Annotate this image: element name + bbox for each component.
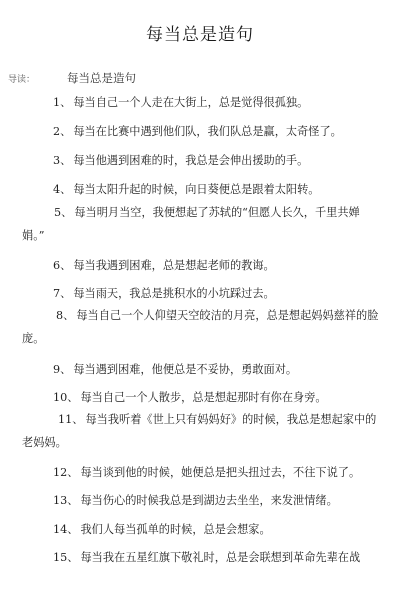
item-text: 每当谈到他的时候，她便总是把头扭过去，不往下说了。 bbox=[80, 466, 361, 479]
item-text: 每当伤心的时候我总是到湖边去坐坐，来发泄情绪。 bbox=[80, 494, 338, 507]
item-number: 13、 bbox=[53, 494, 79, 507]
intro-line bbox=[8, 70, 136, 86]
intro-text: 每当总是造句 bbox=[67, 71, 137, 85]
item-text: 每当雨天，我总是挑积水的小坑踩过去。 bbox=[73, 287, 275, 300]
item-text: 每当我听着《世上只有妈妈好》的时候，我总是想起家中的老妈妈。 bbox=[22, 413, 377, 449]
list-item bbox=[53, 178, 319, 201]
item-number: 2、 bbox=[53, 125, 72, 138]
item-text: 每当自己一个人仰望天空皎洁的月亮，总是想起妈妈慈祥的脸庞。 bbox=[22, 309, 379, 345]
item-text: 每当自己一个人散步，总是想起那时有你在身旁。 bbox=[80, 391, 327, 404]
list-item bbox=[22, 408, 382, 454]
item-text: 每当我在五星红旗下敬礼时，总是会联想到革命先辈在战 bbox=[80, 551, 361, 564]
item-text: 每当在比赛中遇到他们队，我们队总是赢，太奇怪了。 bbox=[73, 125, 342, 138]
item-number: 5、 bbox=[54, 206, 73, 219]
list-item bbox=[53, 461, 360, 484]
list-item bbox=[53, 120, 342, 143]
list-item bbox=[53, 91, 308, 114]
list-item bbox=[53, 254, 275, 277]
document-title: 每当总是造句 bbox=[146, 25, 254, 45]
intro-label: 导读： bbox=[8, 75, 36, 85]
item-text: 每当明月当空，我便想起了苏轼的“但愿人长久，千里共婵娟。” bbox=[22, 206, 360, 242]
list-item bbox=[53, 358, 297, 381]
item-text: 每当太阳升起的时候，向日葵便总是跟着太阳转。 bbox=[73, 183, 320, 196]
list-item bbox=[53, 149, 308, 172]
list-item bbox=[53, 489, 338, 512]
item-text: 每当我遇到困难，总是想起老师的教诲。 bbox=[73, 259, 275, 272]
list-item bbox=[22, 304, 382, 350]
item-text: 每当他遇到困难的时，我总是会伸出援助的手。 bbox=[73, 154, 309, 167]
item-number: 4、 bbox=[53, 183, 72, 196]
item-number: 7、 bbox=[53, 287, 72, 300]
item-number: 6、 bbox=[53, 259, 72, 272]
item-text: 我们人每当孤单的时候，总是会想家。 bbox=[80, 523, 271, 536]
list-item bbox=[53, 386, 327, 409]
item-number: 3、 bbox=[53, 154, 72, 167]
item-number: 8、 bbox=[56, 309, 75, 322]
list-item bbox=[22, 201, 382, 247]
list-item bbox=[53, 282, 275, 305]
item-number: 11、 bbox=[58, 413, 84, 426]
item-number: 10、 bbox=[53, 391, 79, 404]
item-text: 每当遇到困难，他便总是不妥协，勇敢面对。 bbox=[73, 363, 298, 376]
item-number: 15、 bbox=[53, 551, 79, 564]
item-number: 9、 bbox=[53, 363, 72, 376]
item-number: 12、 bbox=[53, 466, 79, 479]
item-number: 14、 bbox=[53, 523, 79, 536]
list-item bbox=[53, 518, 271, 541]
list-item bbox=[53, 546, 360, 569]
item-number: 1、 bbox=[53, 96, 72, 109]
item-text: 每当自己一个人走在大街上，总是觉得很孤独。 bbox=[73, 96, 309, 109]
